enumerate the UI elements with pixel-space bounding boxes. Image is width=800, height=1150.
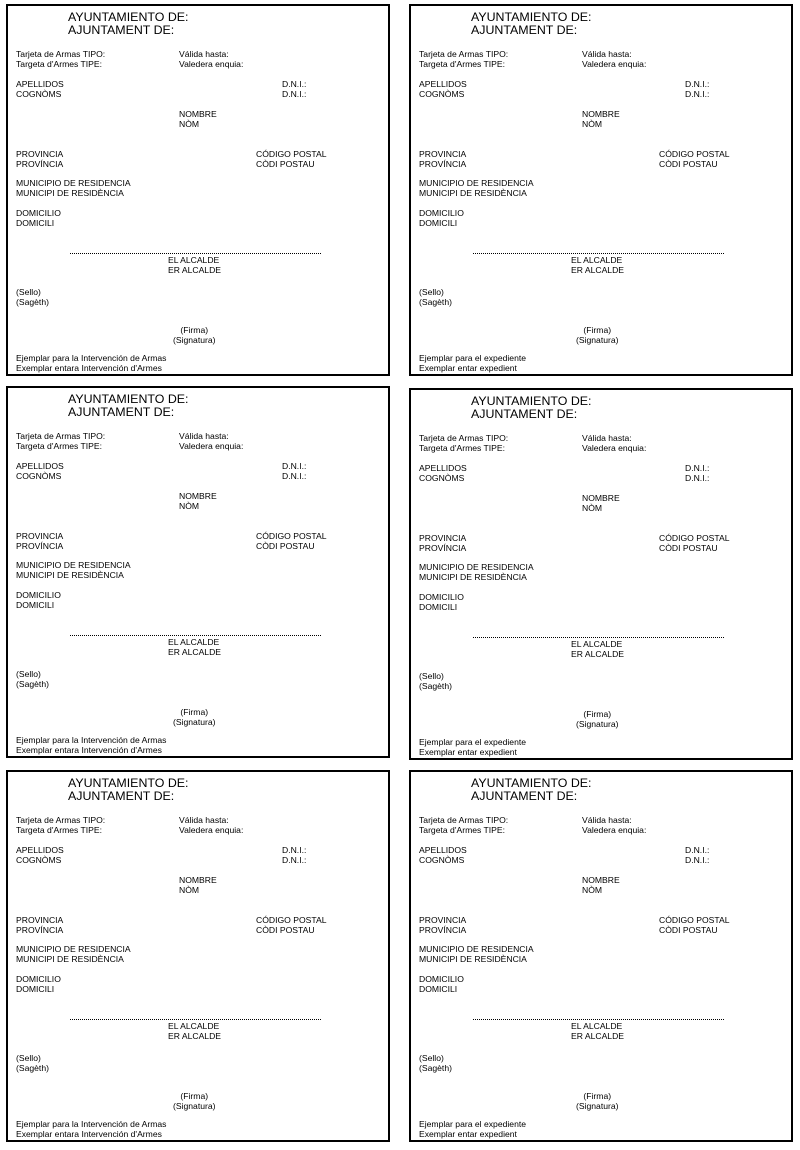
codigo-postal-label: CÓDIGO POSTAL CÒDI POSTAU — [256, 149, 327, 169]
signature-dotted-line — [473, 637, 724, 638]
apellidos-label: APELLIDOS COGNÒMS — [419, 845, 467, 865]
header-ayuntamiento: AYUNTAMIENTO DE: AJUNTAMENT DE: — [471, 394, 592, 421]
alcalde-label: EL ALCALDE ER ALCALDE — [571, 255, 625, 275]
header-ayuntamiento: AYUNTAMIENTO DE: AJUNTAMENT DE: — [471, 776, 592, 803]
municipio-label: MUNICIPIO DE RESIDENCIA MUNICIPI DE RESIDÈNCIA — [419, 178, 534, 198]
ejemplar-footer: Ejemplar para el expediente Exemplar entar expedient — [419, 353, 527, 373]
firma-label: (Firma) (Signatura) — [576, 1091, 619, 1111]
valida-hasta-label: Válida hasta: Valedera enquia: — [582, 49, 647, 69]
sello-label: (Sello) (Sagèth) — [16, 1053, 49, 1073]
signature-dotted-line — [473, 1019, 724, 1020]
apellidos-label: APELLIDOS COGNÒMS — [16, 845, 64, 865]
domicilio-label: DOMICILIO DOMICILI — [419, 974, 464, 994]
header-ayuntamiento: AYUNTAMIENTO DE: AJUNTAMENT DE: — [68, 776, 189, 803]
nombre-label: NOMBRE NÒM — [582, 875, 620, 895]
card-armas-2 — [6, 386, 390, 758]
sello-label: (Sello) (Sagèth) — [419, 671, 452, 691]
nombre-label: NOMBRE NÒM — [179, 109, 217, 129]
apellidos-label: APELLIDOS COGNÒMS — [419, 463, 467, 483]
firma-label: (Firma) (Signatura) — [173, 1091, 216, 1111]
valida-hasta-label: Válida hasta: Valedera enquia: — [179, 49, 244, 69]
card-expediente-1 — [409, 4, 793, 376]
tarjeta-tipo-label: Tarjeta de Armas TIPO: Targeta d'Armes TIPE: — [16, 49, 106, 69]
valida-hasta-label: Válida hasta: Valedera enquia: — [582, 433, 647, 453]
header-ayuntamiento: AYUNTAMIENTO DE: AJUNTAMENT DE: — [68, 10, 189, 37]
ejemplar-footer: Ejemplar para el expediente Exemplar entar expedient — [419, 1119, 527, 1139]
provincia-label: PROVINCIA PROVÍNCIA — [16, 531, 64, 551]
alcalde-label: EL ALCALDE ER ALCALDE — [571, 1021, 625, 1041]
alcalde-label: EL ALCALDE ER ALCALDE — [571, 639, 625, 659]
alcalde-label: EL ALCALDE ER ALCALDE — [168, 1021, 222, 1041]
domicilio-label: DOMICILIO DOMICILI — [16, 974, 61, 994]
nombre-label: NOMBRE NÒM — [582, 493, 620, 513]
provincia-label: PROVINCIA PROVÍNCIA — [16, 915, 64, 935]
tarjeta-tipo-label: Tarjeta de Armas TIPO: Targeta d'Armes TIPE: — [419, 49, 509, 69]
municipio-label: MUNICIPIO DE RESIDENCIA MUNICIPI DE RESIDÈNCIA — [419, 562, 534, 582]
ejemplar-footer: Ejemplar para el expediente Exemplar entar expedient — [419, 737, 527, 757]
dni-label: D.N.I.: D.N.I.: — [282, 79, 307, 99]
codigo-postal-label: CÓDIGO POSTAL CÒDI POSTAU — [659, 149, 730, 169]
firma-label: (Firma) (Signatura) — [576, 325, 619, 345]
domicilio-label: DOMICILIO DOMICILI — [419, 592, 464, 612]
sello-label: (Sello) (Sagèth) — [419, 287, 452, 307]
card-armas-3 — [6, 770, 390, 1142]
municipio-label: MUNICIPIO DE RESIDENCIA MUNICIPI DE RESIDÈNCIA — [16, 944, 131, 964]
valida-hasta-label: Válida hasta: Valedera enquia: — [179, 815, 244, 835]
dni-label: D.N.I.: D.N.I.: — [685, 463, 710, 483]
valida-hasta-label: Válida hasta: Valedera enquia: — [582, 815, 647, 835]
tarjeta-tipo-label: Tarjeta de Armas TIPO: Targeta d'Armes TIPE: — [419, 815, 509, 835]
header-ayuntamiento: AYUNTAMIENTO DE: AJUNTAMENT DE: — [471, 10, 592, 37]
ejemplar-footer: Ejemplar para la Intervención de Armas Exemplar entara Intervención d'Armes — [16, 1119, 167, 1139]
signature-dotted-line — [70, 1019, 321, 1020]
provincia-label: PROVINCIA PROVÍNCIA — [16, 149, 64, 169]
tarjeta-tipo-label: Tarjeta de Armas TIPO: Targeta d'Armes TIPE: — [16, 815, 106, 835]
signature-dotted-line — [70, 635, 321, 636]
dni-label: D.N.I.: D.N.I.: — [282, 461, 307, 481]
nombre-label: NOMBRE NÒM — [582, 109, 620, 129]
nombre-label: NOMBRE NÒM — [179, 875, 217, 895]
dni-label: D.N.I.: D.N.I.: — [685, 79, 710, 99]
domicilio-label: DOMICILIO DOMICILI — [16, 590, 61, 610]
sello-label: (Sello) (Sagèth) — [419, 1053, 452, 1073]
provincia-label: PROVINCIA PROVÍNCIA — [419, 149, 467, 169]
apellidos-label: APELLIDOS COGNÒMS — [16, 461, 64, 481]
alcalde-label: EL ALCALDE ER ALCALDE — [168, 255, 222, 275]
card-expediente-2 — [409, 388, 793, 760]
apellidos-label: APELLIDOS COGNÒMS — [419, 79, 467, 99]
provincia-label: PROVINCIA PROVÍNCIA — [419, 915, 467, 935]
apellidos-label: APELLIDOS COGNÒMS — [16, 79, 64, 99]
ejemplar-footer: Ejemplar para la Intervención de Armas Exemplar entara Intervención d'Armes — [16, 353, 167, 373]
firma-label: (Firma) (Signatura) — [576, 709, 619, 729]
dni-label: D.N.I.: D.N.I.: — [282, 845, 307, 865]
tarjeta-tipo-label: Tarjeta de Armas TIPO: Targeta d'Armes TIPE: — [419, 433, 509, 453]
tarjeta-tipo-label: Tarjeta de Armas TIPO: Targeta d'Armes TIPE: — [16, 431, 106, 451]
nombre-label: NOMBRE NÒM — [179, 491, 217, 511]
sello-label: (Sello) (Sagèth) — [16, 669, 49, 689]
signature-dotted-line — [70, 253, 321, 254]
ejemplar-footer: Ejemplar para la Intervención de Armas Exemplar entara Intervención d'Armes — [16, 735, 167, 755]
card-armas-1 — [6, 4, 390, 376]
alcalde-label: EL ALCALDE ER ALCALDE — [168, 637, 222, 657]
municipio-label: MUNICIPIO DE RESIDENCIA MUNICIPI DE RESIDÈNCIA — [419, 944, 534, 964]
sello-label: (Sello) (Sagèth) — [16, 287, 49, 307]
provincia-label: PROVINCIA PROVÍNCIA — [419, 533, 467, 553]
codigo-postal-label: CÓDIGO POSTAL CÒDI POSTAU — [256, 531, 327, 551]
firma-label: (Firma) (Signatura) — [173, 325, 216, 345]
codigo-postal-label: CÓDIGO POSTAL CÒDI POSTAU — [659, 915, 730, 935]
header-ayuntamiento: AYUNTAMIENTO DE: AJUNTAMENT DE: — [68, 392, 189, 419]
codigo-postal-label: CÓDIGO POSTAL CÒDI POSTAU — [256, 915, 327, 935]
municipio-label: MUNICIPIO DE RESIDENCIA MUNICIPI DE RESIDÈNCIA — [16, 560, 131, 580]
municipio-label: MUNICIPIO DE RESIDENCIA MUNICIPI DE RESIDÈNCIA — [16, 178, 131, 198]
valida-hasta-label: Válida hasta: Valedera enquia: — [179, 431, 244, 451]
domicilio-label: DOMICILIO DOMICILI — [419, 208, 464, 228]
dni-label: D.N.I.: D.N.I.: — [685, 845, 710, 865]
card-expediente-3 — [409, 770, 793, 1142]
domicilio-label: DOMICILIO DOMICILI — [16, 208, 61, 228]
firma-label: (Firma) (Signatura) — [173, 707, 216, 727]
codigo-postal-label: CÓDIGO POSTAL CÒDI POSTAU — [659, 533, 730, 553]
signature-dotted-line — [473, 253, 724, 254]
